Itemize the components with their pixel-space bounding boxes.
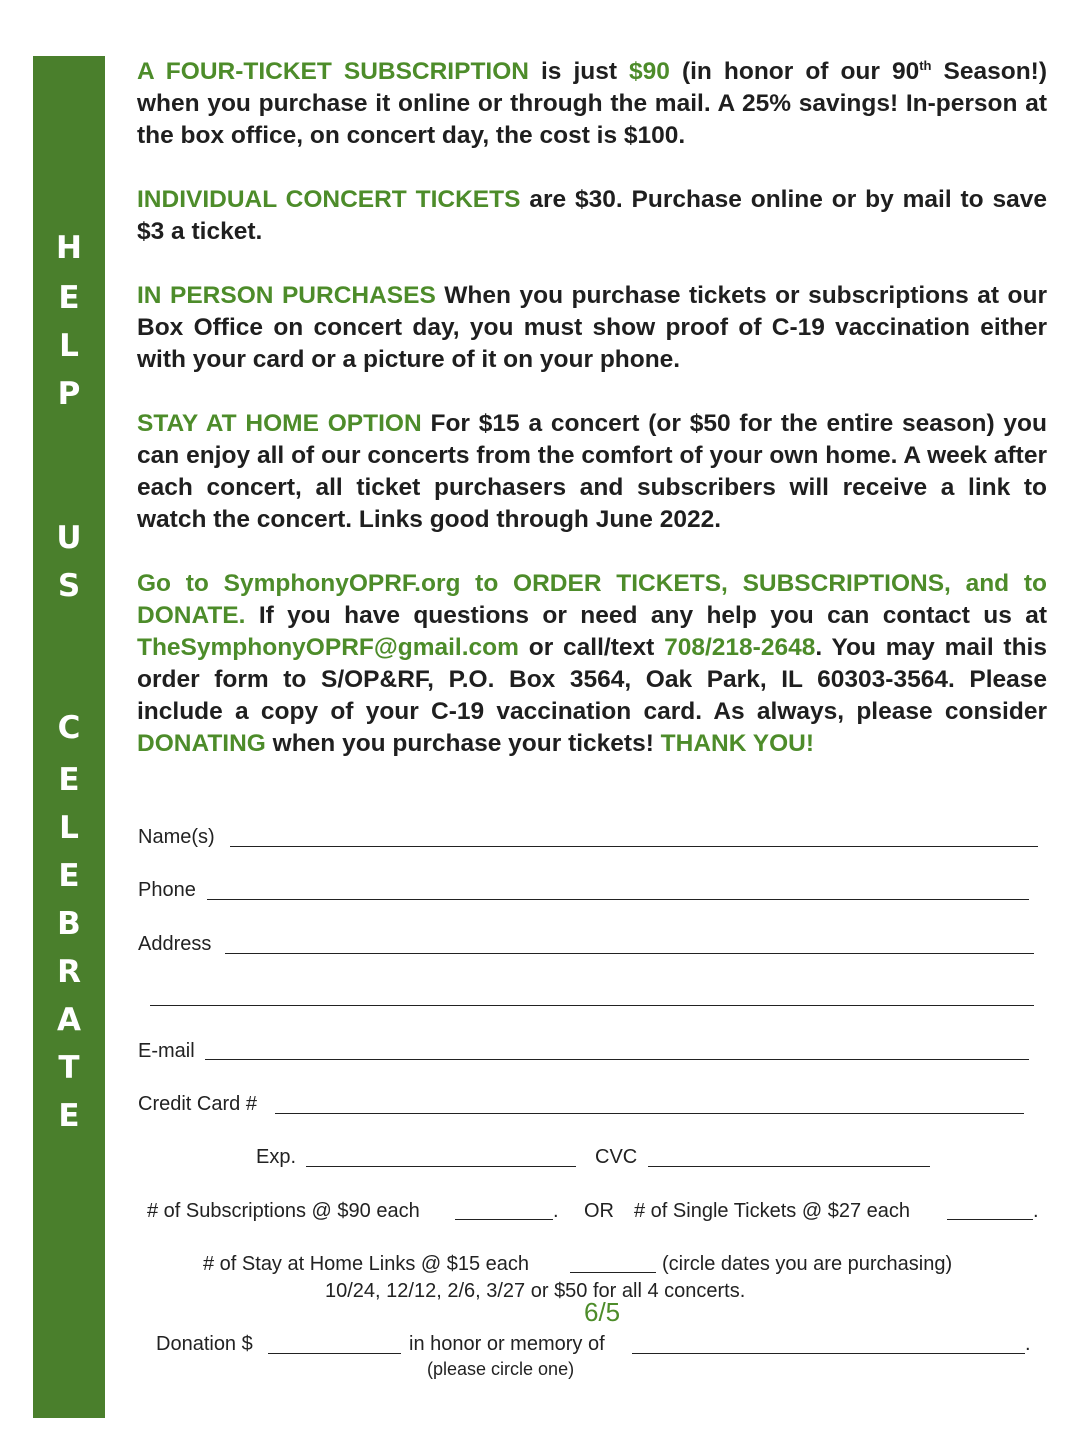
ordering-text-4: when you purchase your tickets!: [265, 730, 661, 757]
concert-dates: 10/24, 12/12, 2/6, 3/27 or $50 for all 4 concerts.: [325, 1280, 746, 1302]
sidebar-letter: S: [57, 568, 81, 604]
individual-tickets-heading: INDIVIDUAL CONCERT TICKETS: [137, 186, 521, 213]
ordinal-suffix: th: [919, 58, 932, 73]
individual-tickets-text: are $30. Purchase online or by mail to save $3 a ticket.: [137, 186, 1047, 245]
ordering-text-2: or call/text: [518, 634, 665, 661]
sidebar-letter: L: [59, 810, 79, 846]
donation-amount-field[interactable]: [268, 1353, 401, 1354]
donating-word: DONATING: [137, 730, 266, 757]
ordering-text-1: If you have questions or need any help you can contact us at: [245, 602, 1047, 629]
circle-dates-note: (circle dates you are purchasing): [662, 1253, 953, 1275]
individual-tickets-paragraph: [137, 184, 1047, 248]
cvc-label: CVC: [595, 1146, 638, 1168]
circle-one-note: (please circle one): [427, 1359, 575, 1379]
address-field[interactable]: [225, 953, 1034, 954]
sidebar-letter: E: [58, 858, 80, 894]
cvc-field[interactable]: [648, 1166, 930, 1167]
subscription-text-3: Season!) when you purchase it online or through the mail. A 25% savings! In-person at the box office, on concert day, the cost is $100.: [137, 58, 1047, 149]
sidebar-letter: U: [56, 520, 82, 556]
in-person-heading: IN PERSON PURCHASES: [137, 282, 436, 309]
honoree-period: .: [1025, 1333, 1031, 1355]
subscription-text-1: is just: [528, 58, 630, 85]
subscription-text-2: (in honor of our 90: [669, 58, 920, 85]
single-tickets-label: # of Single Tickets @ $27 each: [634, 1200, 911, 1222]
subscriptions-quantity-field[interactable]: [455, 1219, 553, 1220]
address-label: Address: [138, 933, 212, 955]
sidebar-letter: A: [57, 1002, 81, 1038]
exp-label: Exp.: [256, 1146, 297, 1168]
sidebar-letter: E: [58, 1098, 80, 1134]
info-text: [137, 56, 1047, 792]
ordering-heading: Go to SymphonyOPRF.org to ORDER TICKETS, SUBSCRIPTIONS, and to DONATE.: [137, 570, 1047, 629]
sidebar-letter: B: [57, 906, 81, 942]
credit-card-label: Credit Card #: [138, 1093, 257, 1115]
contact-email-link[interactable]: TheSymphonyOPRF@gmail.com: [137, 634, 519, 661]
email-label: E-mail: [138, 1040, 195, 1062]
sidebar-letter: H: [56, 230, 82, 266]
honoree-field[interactable]: [632, 1353, 1025, 1354]
donation-label: Donation $: [156, 1333, 253, 1355]
ordering-text-3: . You may mail this order form to S/OP&RF, P.O. Box 3564, Oak Park, IL 60303-3564. Please include a copy of your C-19 vaccination card. As always, please consider: [137, 634, 1047, 725]
exp-field[interactable]: [306, 1166, 576, 1167]
sidebar-letter: T: [58, 1050, 80, 1086]
single-tickets-quantity-field[interactable]: [947, 1219, 1033, 1220]
phone-field[interactable]: [207, 899, 1029, 900]
ordering-paragraph: [137, 568, 1047, 760]
phone-label: Phone: [138, 879, 196, 901]
sidebar-letter: R: [57, 954, 81, 990]
in-person-paragraph: [137, 280, 1047, 376]
single-tickets-period: .: [1033, 1200, 1039, 1222]
sidebar-letter: E: [58, 280, 80, 316]
subscription-price: $90: [629, 58, 670, 85]
stay-at-home-quantity-field[interactable]: [570, 1272, 656, 1273]
sidebar-letter: L: [59, 328, 79, 364]
sidebar-letter: P: [57, 376, 81, 412]
names-label: Name(s): [138, 826, 215, 848]
email-field[interactable]: [205, 1059, 1029, 1060]
extra-concert-date: 6/5: [584, 1297, 621, 1327]
or-label: OR: [584, 1200, 614, 1222]
in-person-text: When you purchase tickets or subscriptions at our Box Office on concert day, you must show proof of C-19 vaccination either with your card or a picture of it on your phone.: [137, 282, 1047, 373]
thank-you: THANK YOU!: [660, 730, 815, 757]
stay-at-home-paragraph: [137, 408, 1047, 536]
subscriptions-period: .: [553, 1200, 559, 1222]
subscription-heading: A FOUR-TICKET SUBSCRIPTION: [137, 58, 529, 85]
help-us-celebrate-sidebar: [33, 56, 105, 1418]
address-field-line-2[interactable]: [150, 1005, 1034, 1006]
sidebar-letter: E: [58, 762, 80, 798]
subscriptions-label: # of Subscriptions @ $90 each: [147, 1200, 420, 1222]
contact-phone: 708/218-2648: [664, 634, 816, 661]
names-field[interactable]: [230, 846, 1038, 847]
stay-at-home-heading: STAY AT HOME OPTION: [137, 410, 422, 437]
subscription-paragraph: [137, 56, 1047, 152]
credit-card-field[interactable]: [275, 1113, 1024, 1114]
stay-at-home-text: For $15 a concert (or $50 for the entire season) you can enjoy all of our concerts from the comfort of your own home. A week after each concert, all ticket purchasers and subscribers will receive a link to watch the concert. Links good through June 2022.: [137, 410, 1047, 533]
honor-memory-label: in honor or memory of: [409, 1333, 605, 1355]
stay-at-home-label: # of Stay at Home Links @ $15 each: [203, 1253, 530, 1275]
sidebar-letter: C: [57, 710, 81, 746]
